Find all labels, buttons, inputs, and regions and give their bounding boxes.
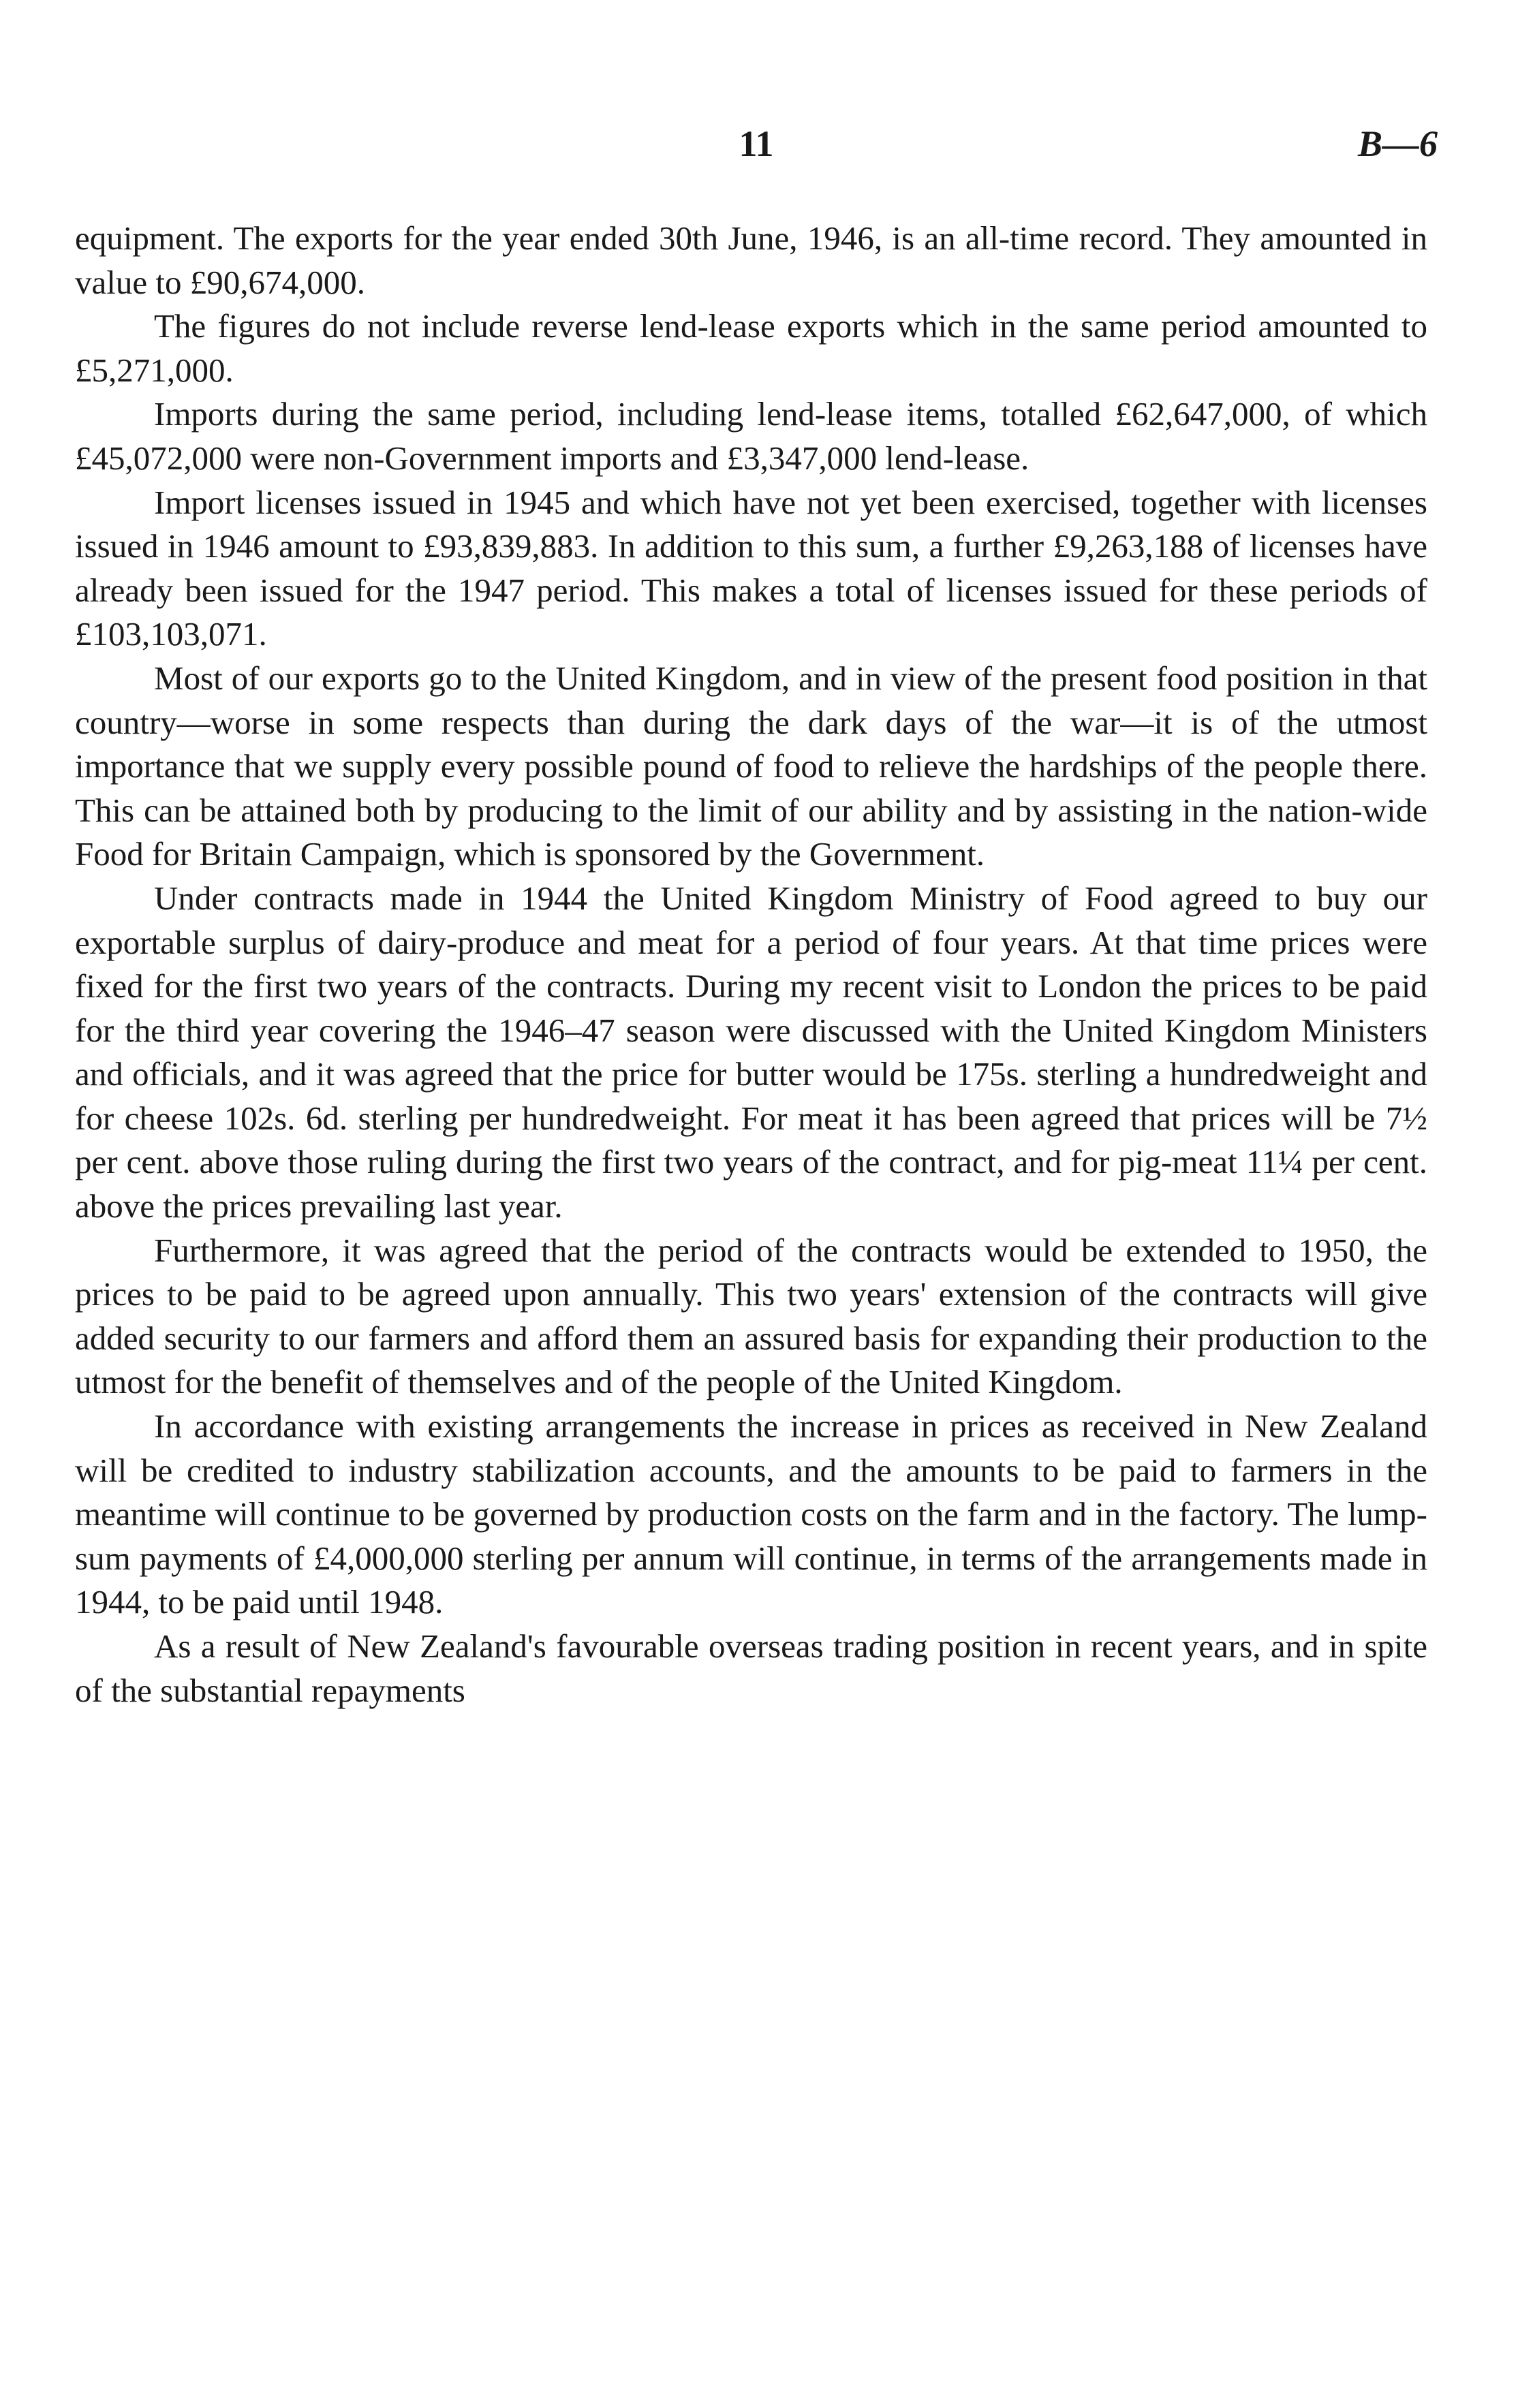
paragraph-3: Imports during the same period, including lend-lease items, totalled £62,647,000, of which £45,072,000 were non-Government imports and £3,347,000 lend-lease. [75, 395, 1427, 477]
paragraph-5: Most of our exports go to the United Kingdom, and in view of the present food position in that country—worse in some respects than during the dark days of the war—it is of the utmost importance that we supply every possible pound of food to relieve the hardships of the people there. This can be attained both by producing to the limit of our ability and by assisting in the nation-wide Food for Britain Campaign, which is sponsored by the Government. [75, 659, 1427, 873]
paragraph-1: equipment. The exports for the year ended 30th June, 1946, is an all-time record. They amounted in value to £90,674,000. [75, 219, 1427, 301]
paragraph-2: The figures do not include reverse lend-lease exports which in the same period amounted to £5,271,000. [75, 307, 1427, 389]
page-number: 11 [739, 123, 774, 164]
paragraph-4: Import licenses issued in 1945 and which have not yet been exercised, together with licenses issued in 1946 amount to £93,839,883. In addition to this sum, a further £9,263,188 of licenses have already been issued for the 1947 period. This makes a total of licenses issued for these periods of £103,103,071. [75, 483, 1427, 653]
page-header [75, 123, 1438, 177]
paragraph-6: Under contracts made in 1944 the United Kingdom Ministry of Food agreed to buy our exportable surplus of dairy-produce and meat for a period of four years. At that time prices were fixed for the first two years of the contracts. During my recent visit to London the prices to be paid for the third year covering the 1946–47 season were discussed with the United Kingdom Ministers and officials, and it was agreed that the price for butter would be 175s. sterling a hundredweight and for cheese 102s. 6d. sterling per hundredweight. For meat it has been agreed that prices will be 7½ per cent. above those ruling during the first two years of the contract, and for pig-meat 11¼ per cent. above the prices prevailing last year. [75, 879, 1427, 1225]
paragraph-8: In accordance with existing arrangements the increase in prices as received in New Zealand will be credited to industry stabilization accounts, and the amounts to be paid to farmers in the meantime will continue to be governed by production costs on the farm and in the factory. The lump-sum payments of £4,000,000 sterling per annum will continue, in terms of the arrangements made in 1944, to be paid until 1948. [75, 1407, 1427, 1621]
paragraph-7: Furthermore, it was agreed that the period of the contracts would be extended to 1950, the prices to be paid to be agreed upon annually. This two years' extension of the contracts will give added security to our farmers and afford them an assured basis for expanding their production to the utmost for the benefit of themselves and of the people of the United Kingdom. [75, 1231, 1427, 1401]
body-text [75, 217, 1427, 1713]
paragraph-9: As a result of New Zealand's favourable overseas trading position in recent years, and in spite of the substantial repayments [75, 1627, 1427, 1709]
document-reference: B—6 [1357, 123, 1438, 164]
